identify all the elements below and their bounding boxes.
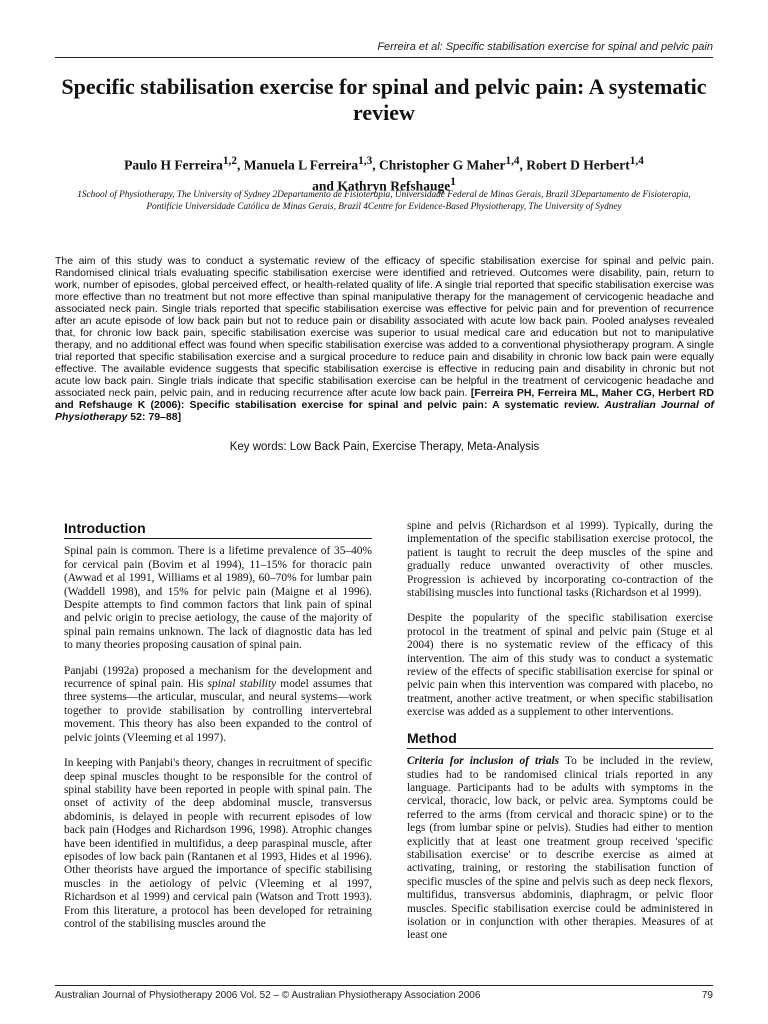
intro-paragraph-4: spine and pelvis (Richardson et al 1999). Typically, during the implementation of the specific stabilisation exercise protocol, the patient is taught to recruit the deep muscles of the spine and gradually reduce unwanted overactivity of other muscles. Progression is achieved by incorporating co-contraction of the stabilising muscles into functional tasks (Richardson et al 1999). bbox=[407, 520, 713, 600]
intro-paragraph-5: Despite the popularity of the specific stabilisation exercise protocol in the treatment of spinal and pelvic pain (Stuge et al 2004) there is no systematic review of the efficacy of this intervention. The aim of this study was to conduct a systematic review of the effects of specific stabilisation exercise for spinal or pelvic pain when this intervention was compared with placebo, no treatment, another active treatment, or when specific stabilisation exercise was added as a supplement to other interventions. bbox=[407, 612, 713, 719]
abstract-body: The aim of this study was to conduct a systematic review of the efficacy of specific stabilisation exercise for spinal and pelvic pain. Randomised clinical trials evaluating specific stabilisation exercise were identified and retrieved. Outcomes were disability, pain, return to work, number of episodes, global perceived effect, or health-related quality of life. A single trial reported that specific stabilisation exercise was more effective than no treatment but not more effective than spinal manipulative therapy for the management of cervicogenic headache and associated neck pain. Single trials reported that specific stabilisation exercise was effective for pelvic pain and for prevention of recurrence after an acute episode of low back pain but not to reduce pain or disability associated with acute low back pain. Pooled analyses revealed that, for chronic low back pain, specific stabilisation exercise was superior to usual medical care and education but not to manipulative therapy, and no additional effect was found when specific stabilisation exercise was added to a conventional physiotherapy program. A single trial reported that specific stabilisation exercise and a surgical procedure to reduce pain and disability in chronic low back pain were equally effective. The available evidence suggests that specific stabilisation exercise is effective in reducing pain and disability in chronic but not acute low back pain. Single trials indicate that specific stabilisation exercise can be helpful in the treatment of cervicogenic headache and associated neck pain, pelvic pain, and in reducing recurrence after acute low back pain. bbox=[55, 255, 714, 399]
method-paragraph-1 bbox=[407, 755, 713, 943]
abstract bbox=[55, 255, 714, 423]
method-lead: Criteria for inclusion of trials bbox=[407, 755, 560, 768]
footer-journal-info: Australian Journal of Physiotherapy 2006 Vol. 52 – © Australian Physiotherapy Association 2006 bbox=[55, 990, 481, 1001]
abstract-citation: [Ferreira PH, Ferreira ML, Maher CG, Herbert RD and Refshauge K (2006): Specific stabilisation exercise for spinal and pelvic pain: A systematic review. bbox=[55, 387, 714, 411]
running-header: Ferreira et al: Specific stabilisation exercise for spinal and pelvic pain bbox=[377, 41, 713, 53]
author-line-2: and Kathryn Refshauge$^1$ bbox=[312, 175, 456, 193]
introduction-heading: Introduction bbox=[64, 522, 372, 539]
header-rule bbox=[55, 57, 713, 58]
intro-p2-emphasis: spinal stability bbox=[207, 678, 277, 691]
paper-title: Specific stabilisation exercise for spinal and pelvic pain: A systematic review bbox=[61, 74, 707, 125]
page-number: 79 bbox=[701, 990, 713, 1001]
left-column bbox=[64, 520, 372, 943]
author-line-1: Paulo H Ferreira$^{1,2}$, Manuela L Ferreira$^{1,3}$, Christopher G Maher$^{1,4}$, Robert D Herbert$^{1,4}$ bbox=[124, 155, 644, 173]
intro-p2-text-a: Panjabi (1992a) proposed a mechanism for the development and recurrence of spinal pain. His bbox=[64, 664, 372, 691]
author-list bbox=[55, 153, 713, 194]
affiliations: 1School of Physiotherapy, The University of Sydney 2Departamento de Fisioterapia, Universidade Federal de Minas Gerais, Brazil 3Departamento de Fisioterapia, Pontifície Universidade Católica de Minas Gerais, Brazil 4Centre for Evidence-Based Physiotherapy, The University of Sydney bbox=[77, 190, 691, 212]
method-heading: Method bbox=[407, 732, 713, 749]
method-p1-text: To be included in the review, studies had to be randomised clinical trials reported in any language. Participants had to be adults with symptoms in the cervical, thoracic, low back, or pelvic area. Symptoms could be referred to the arms (from cervical and thoracic spine) or to the legs (from lumbar spine or pelvis). Studies had either to mention explicitly that at least one treatment group received 'specific stabilisation exercise' or to describe exercise as aimed at activating, training, or restoring the stabilisation function of specific muscles of the spine and pelvis such as deep neck flexors, multifidus, transversus abdominis, diaphragm, or pelvic floor muscles. Specific stabilisation exercise could be administered in isolation or in conjunction with other therapies. Measures of at least one bbox=[407, 755, 713, 942]
right-column bbox=[407, 520, 713, 955]
intro-paragraph-1: Spinal pain is common. There is a lifetime prevalence of 35–40% for cervical pain (Bovim et al 1994), 11–15% for thoracic pain (Awwad et al 1991, Williams et al 1989), 60–70% for lumbar pain (Waddell 1998), and 15% for pelvic pain (Maigne et al 1996). Despite attempts to find common factors that link pain of spinal and pelvic origin to precise aetiology, the cause of the majority of spinal pain remains unknown. The lack of diagnostic data has led to many theories proposing causation of spinal pain. bbox=[64, 545, 372, 652]
intro-paragraph-3: In keeping with Panjabi's theory, changes in recruitment of specific deep spinal muscles thought to be responsible for the control of spinal stability have been reported in people with spinal pain. The onset of activity of the deep abdominal muscle, transversus abdominis, is delayed in people with recurrent episodes of low back pain (Hodges and Richardson 1996, 1998). Atrophic changes have been identified in multifidus, a deep paraspinal muscle, after episodes of low back pain (Rantanen et al 1993, Hides et al 1996). Other theorists have argued the importance of specific stabilising muscles in the aetiology of pelvic (Vleeming et al 1997, Richardson et al 1999) and cervical pain (Watson and Trott 1993). From this literature, a protocol has been developed for retraining control of the stabilising muscles around the bbox=[64, 757, 372, 930]
intro-paragraph-2 bbox=[64, 665, 372, 745]
footer-rule bbox=[55, 985, 713, 986]
keywords: Key words: Low Back Pain, Exercise Therapy, Meta-Analysis bbox=[229, 441, 540, 453]
abstract-journal: Australian Journal of Physiotherapy bbox=[55, 399, 715, 423]
abstract-volume: 52: 79–88] bbox=[127, 411, 182, 423]
intro-p2-text-b: model assumes that three systems—the articular, muscular, and neural systems—work together to provide stabilisation by controlling intervertebral movement. This theory has also been expanded to the control of pelvic joints (Vleeming et al 1997). bbox=[64, 678, 372, 744]
